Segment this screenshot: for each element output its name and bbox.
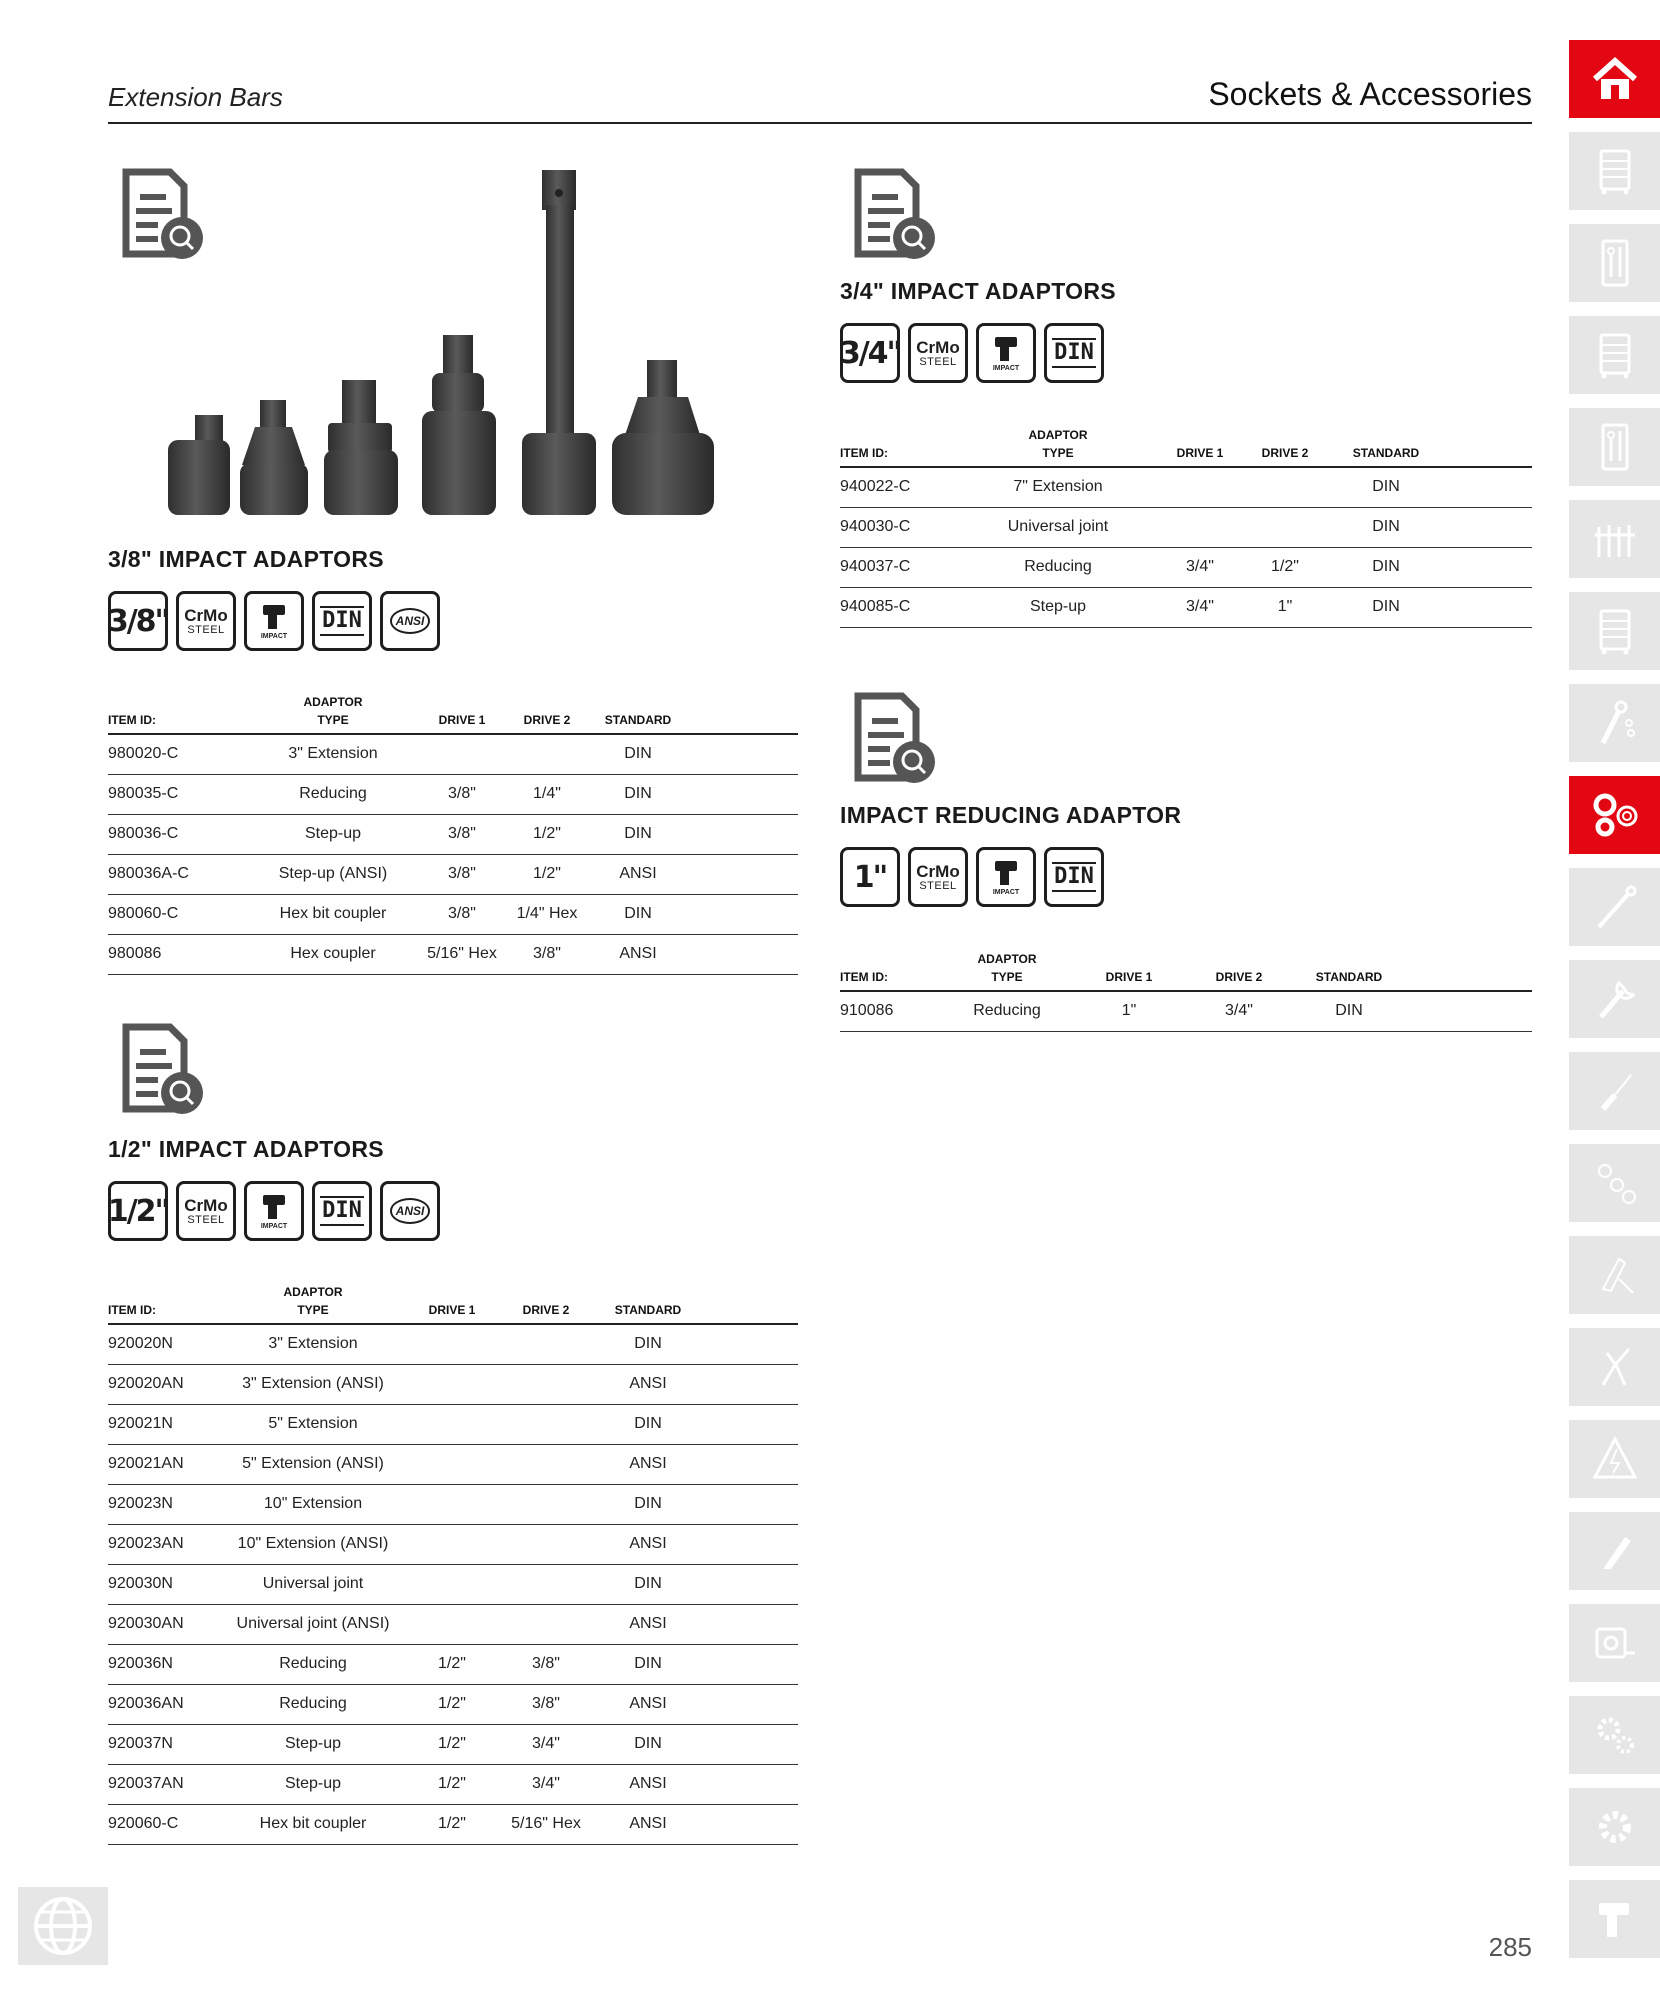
item-id-cell: 920030AN xyxy=(108,1604,218,1644)
type-cell: 5" Extension xyxy=(218,1404,408,1444)
table-row xyxy=(108,1564,798,1604)
standard-cell: DIN xyxy=(596,1724,700,1764)
table-row xyxy=(108,1644,798,1684)
type-cell: Hex bit coupler xyxy=(248,894,418,934)
impact-badge: IMPACT xyxy=(244,1181,304,1241)
type-cell: Reducing xyxy=(218,1684,408,1724)
table-row xyxy=(108,894,798,934)
home-icon xyxy=(1589,53,1641,105)
sockets-icon xyxy=(1589,789,1641,841)
drive-1-cell: 1/2" xyxy=(408,1804,496,1844)
sidebar-item-tool-cabinet[interactable] xyxy=(1569,316,1660,394)
sidebar-item-pliers[interactable] xyxy=(1569,1328,1660,1406)
type-cell: Step-up (ANSI) xyxy=(248,854,418,894)
standard-cell: ANSI xyxy=(596,1764,700,1804)
row-filler xyxy=(688,814,798,854)
section-title-1-inch: IMPACT REDUCING ADAPTOR xyxy=(840,802,1182,828)
table-row xyxy=(108,1804,798,1844)
size-badge: 1/2" xyxy=(108,1181,168,1241)
row-filler xyxy=(688,934,798,974)
type-cell: Step-up xyxy=(218,1764,408,1804)
crmo-steel-badge: CrMo STEEL xyxy=(908,847,968,907)
ansi-badge: ANSI xyxy=(380,1181,440,1241)
standard-cell: DIN xyxy=(596,1564,700,1604)
drive-1-cell: 3/8" xyxy=(418,854,506,894)
drive-2-cell: 3/8" xyxy=(496,1684,596,1724)
sidebar-item-torque-wrench[interactable] xyxy=(1569,868,1660,946)
table-row xyxy=(108,1324,798,1364)
tool-tray-icon xyxy=(1589,237,1641,289)
standard-cell: DIN xyxy=(596,1484,700,1524)
size-badge: 3/8" xyxy=(108,591,168,651)
sidebar-item-screwdriver[interactable] xyxy=(1569,1052,1660,1130)
type-cell: Reducing xyxy=(940,991,1074,1031)
type-cell: Step-up xyxy=(248,814,418,854)
drive-1-cell xyxy=(1156,467,1244,507)
catalog-search-icon[interactable] xyxy=(850,692,940,788)
drive-1-cell xyxy=(408,1484,496,1524)
item-id-cell: 920020N xyxy=(108,1324,218,1364)
sidebar-item-ratchet[interactable] xyxy=(1569,684,1660,762)
row-filler xyxy=(700,1524,798,1564)
drive-1-cell: 5/16" Hex xyxy=(418,934,506,974)
type-cell: Universal joint xyxy=(218,1564,408,1604)
drive-2-cell xyxy=(496,1404,596,1444)
header-divider xyxy=(108,122,1532,124)
item-id-cell: 980060-C xyxy=(108,894,248,934)
drive-1-cell: 1/2" xyxy=(408,1644,496,1684)
drive-2-cell: 1/2" xyxy=(506,814,588,854)
catalog-search-icon[interactable] xyxy=(118,1023,208,1119)
type-cell: 3" Extension xyxy=(248,734,418,774)
sidebar-item-home[interactable] xyxy=(1569,40,1660,118)
sidebar-item-tool-tray[interactable] xyxy=(1569,224,1660,302)
standard-cell: DIN xyxy=(1326,507,1446,547)
item-id-cell: 920037N xyxy=(108,1724,218,1764)
drive-2-cell: 3/8" xyxy=(496,1644,596,1684)
drive-1-cell: 1/2" xyxy=(408,1684,496,1724)
row-filler xyxy=(700,1724,798,1764)
page-title: Sockets & Accessories xyxy=(1208,76,1532,112)
item-id-cell: 940085-C xyxy=(840,587,960,627)
drive-1-cell xyxy=(408,1324,496,1364)
row-filler xyxy=(700,1644,798,1684)
row-filler xyxy=(688,854,798,894)
category-sidebar xyxy=(1569,40,1660,1972)
type-cell: Step-up xyxy=(960,587,1156,627)
spec-badges-1-inch xyxy=(840,847,1104,907)
table-row xyxy=(108,854,798,894)
settings-icon xyxy=(1589,1801,1641,1853)
drive-2-cell xyxy=(496,1324,596,1364)
table-row xyxy=(840,467,1532,507)
table-row xyxy=(108,1444,798,1484)
drive-1-cell: 3/8" xyxy=(418,774,506,814)
drive-2-cell xyxy=(496,1444,596,1484)
drive-2-cell: 3/4" xyxy=(496,1764,596,1804)
sidebar-item-measuring-tape[interactable] xyxy=(1569,1604,1660,1682)
drive-1-cell: 1" xyxy=(1074,991,1184,1031)
drive-1-cell xyxy=(408,1444,496,1484)
item-id-cell: 920037AN xyxy=(108,1764,218,1804)
item-id-cell: 920030N xyxy=(108,1564,218,1604)
table-row xyxy=(108,734,798,774)
table-row xyxy=(108,814,798,854)
row-filler xyxy=(700,1404,798,1444)
item-id-cell: 920020AN xyxy=(108,1364,218,1404)
drive-2-cell: 3/8" xyxy=(506,934,588,974)
table-row xyxy=(108,774,798,814)
type-cell: 10" Extension (ANSI) xyxy=(218,1524,408,1564)
standard-cell: ANSI xyxy=(596,1524,700,1564)
tool-cabinet-icon xyxy=(1589,329,1641,381)
table-row xyxy=(108,1484,798,1524)
spec-badges-3-8 xyxy=(108,591,440,651)
impact-badge: IMPACT xyxy=(244,591,304,651)
type-cell: 7" Extension xyxy=(960,467,1156,507)
drive-1-cell: 3/8" xyxy=(418,814,506,854)
table-row xyxy=(108,1404,798,1444)
ratchet-icon xyxy=(1589,697,1641,749)
sidebar-item-bits[interactable] xyxy=(1569,1144,1660,1222)
table-row xyxy=(108,1604,798,1644)
row-filler xyxy=(700,1364,798,1404)
screwdriver-icon xyxy=(1589,1065,1641,1117)
drive-2-cell: 1/4" Hex xyxy=(506,894,588,934)
bits-icon xyxy=(1589,1157,1641,1209)
type-cell: Universal joint (ANSI) xyxy=(218,1604,408,1644)
row-filler xyxy=(1446,587,1532,627)
row-filler xyxy=(688,774,798,814)
impact-badge: IMPACT xyxy=(976,847,1036,907)
drive-1-cell xyxy=(408,1524,496,1564)
item-id-cell: 980036-C xyxy=(108,814,248,854)
drive-2-cell xyxy=(496,1364,596,1404)
section-title-3-4: 3/4" IMPACT ADAPTORS xyxy=(840,278,1116,304)
type-cell: Hex bit coupler xyxy=(218,1804,408,1844)
standard-cell: DIN xyxy=(588,734,688,774)
standard-cell: DIN xyxy=(596,1644,700,1684)
drive-2-cell xyxy=(496,1564,596,1604)
table-row xyxy=(840,991,1532,1031)
item-id-cell: 940037-C xyxy=(840,547,960,587)
table-row xyxy=(840,507,1532,547)
size-badge: 1" xyxy=(840,847,900,907)
sidebar-item-tool-cabinet[interactable] xyxy=(1569,132,1660,210)
power-tool-icon xyxy=(1589,1893,1641,1945)
row-filler xyxy=(688,894,798,934)
standard-cell: ANSI xyxy=(596,1364,700,1404)
item-id-cell: 920021AN xyxy=(108,1444,218,1484)
row-filler xyxy=(700,1764,798,1804)
table-3-8: ITEM ID: ADAPTOR TYPE DRIVE 1 DRIVE 2 STANDARD 980020-C 3" Extension DIN 980035-C Reducing 3/8" 1/4" DIN 980036-C Step-up 3/8" 1/2" DIN 980036A-C Step-up (ANSI) 3/8" 1/2" ANSI 980060-C Hex bit coupler 3/8" 1/4" Hex DIN 980086 Hex coupler 5/16" Hex 3/8" ANSI xyxy=(108,693,798,975)
sidebar-item-tool-tray[interactable] xyxy=(1569,408,1660,486)
tool-cabinet-icon xyxy=(1589,605,1641,657)
impact-gun-icon xyxy=(991,859,1021,887)
type-cell: Reducing xyxy=(960,547,1156,587)
item-id-cell: 980035-C xyxy=(108,774,248,814)
row-filler xyxy=(1404,991,1532,1031)
row-filler xyxy=(700,1804,798,1844)
table-row xyxy=(108,1524,798,1564)
drive-2-cell xyxy=(496,1484,596,1524)
section-title-1-2: 1/2" IMPACT ADAPTORS xyxy=(108,1136,384,1162)
electrical-icon xyxy=(1589,1433,1641,1485)
standard-cell: ANSI xyxy=(596,1804,700,1844)
globe-button[interactable] xyxy=(18,1887,108,1965)
table-1-2: ITEM ID: ADAPTOR TYPE DRIVE 1 DRIVE 2 STANDARD 920020N 3" Extension DIN 920020AN 3" Extension (ANSI) ANSI 920021N 5" Extension DIN 920021AN 5" Extension (ANSI) ANSI 920023N 10" Extension DIN 920023AN 10" Extension (ANSI) ANSI 920030N Universal joint DIN 920030AN Universal joint (ANSI) ANSI 920036N Reducing 1/2" 3/8" DIN 920036AN Reducing 1/2" 3/8" ANSI 920037N Step-up 1/2" 3/4" DIN 920037AN Step-up 1/2" 3/4" ANSI 920060-C Hex bit coupler 1/2" 5/16" Hex ANSI xyxy=(108,1283,798,1845)
sidebar-item-hex-keys[interactable] xyxy=(1569,1236,1660,1314)
drive-2-cell: 1/4" xyxy=(506,774,588,814)
row-filler xyxy=(1446,547,1532,587)
type-cell: Universal joint xyxy=(960,507,1156,547)
row-filler xyxy=(700,1604,798,1644)
item-id-cell: 980036A-C xyxy=(108,854,248,894)
item-id-cell: 980020-C xyxy=(108,734,248,774)
sidebar-item-knife[interactable] xyxy=(1569,1512,1660,1590)
section-subtitle: Extension Bars xyxy=(108,82,283,112)
drive-2-cell: 5/16" Hex xyxy=(496,1804,596,1844)
drive-2-cell xyxy=(506,734,588,774)
standard-cell: DIN xyxy=(588,894,688,934)
item-id-cell: 920060-C xyxy=(108,1804,218,1844)
drive-2-cell: 1" xyxy=(1244,587,1326,627)
drive-1-cell xyxy=(1156,507,1244,547)
type-cell: Hex coupler xyxy=(248,934,418,974)
drive-2-cell xyxy=(1244,507,1326,547)
crmo-steel-badge: CrMo STEEL xyxy=(908,323,968,383)
sidebar-item-power-tool[interactable] xyxy=(1569,1880,1660,1958)
drive-1-cell: 3/4" xyxy=(1156,547,1244,587)
row-filler xyxy=(1446,507,1532,547)
drive-1-cell: 3/8" xyxy=(418,894,506,934)
drive-2-cell xyxy=(1244,467,1326,507)
knife-icon xyxy=(1589,1525,1641,1577)
item-id-cell: 940022-C xyxy=(840,467,960,507)
sidebar-item-tool-set[interactable] xyxy=(1569,500,1660,578)
standard-cell: DIN xyxy=(588,774,688,814)
table-row xyxy=(108,1684,798,1724)
impact-gun-icon xyxy=(991,335,1021,363)
section-title-3-8: 3/8" IMPACT ADAPTORS xyxy=(108,546,384,572)
measuring-tape-icon xyxy=(1589,1617,1641,1669)
drive-1-cell xyxy=(408,1604,496,1644)
drive-2-cell xyxy=(496,1604,596,1644)
type-cell: 3" Extension (ANSI) xyxy=(218,1364,408,1404)
drive-1-cell: 1/2" xyxy=(408,1764,496,1804)
standard-cell: DIN xyxy=(588,814,688,854)
product-photo xyxy=(160,165,730,520)
table-row xyxy=(108,934,798,974)
drive-2-cell: 3/4" xyxy=(1184,991,1294,1031)
ansi-badge: ANSI xyxy=(380,591,440,651)
row-filler xyxy=(1446,467,1532,507)
standard-cell: ANSI xyxy=(588,854,688,894)
table-1-inch: ITEM ID: ADAPTOR TYPE DRIVE 1 DRIVE 2 STANDARD 910086 Reducing 1" 3/4" DIN xyxy=(840,950,1532,1032)
drive-2-cell xyxy=(496,1524,596,1564)
crmo-steel-badge: CrMo STEEL xyxy=(176,591,236,651)
gears-icon xyxy=(1589,1709,1641,1761)
standard-cell: DIN xyxy=(1294,991,1404,1031)
impact-gun-icon xyxy=(259,603,289,631)
din-badge: DIN xyxy=(1044,323,1104,383)
drive-2-cell: 3/4" xyxy=(496,1724,596,1764)
row-filler xyxy=(700,1444,798,1484)
table-row xyxy=(108,1364,798,1404)
impact-badge: IMPACT xyxy=(976,323,1036,383)
sidebar-item-electrical[interactable] xyxy=(1569,1420,1660,1498)
standard-cell: ANSI xyxy=(596,1604,700,1644)
tool-cabinet-icon xyxy=(1589,145,1641,197)
type-cell: 5" Extension (ANSI) xyxy=(218,1444,408,1484)
sidebar-item-settings[interactable] xyxy=(1569,1788,1660,1866)
drive-1-cell xyxy=(408,1564,496,1604)
row-filler xyxy=(700,1684,798,1724)
drive-1-cell xyxy=(418,734,506,774)
impact-gun-icon xyxy=(259,1193,289,1221)
standard-cell: ANSI xyxy=(596,1444,700,1484)
standard-cell: DIN xyxy=(1326,547,1446,587)
type-cell: Reducing xyxy=(248,774,418,814)
item-id-cell: 920036AN xyxy=(108,1684,218,1724)
hex-keys-icon xyxy=(1589,1249,1641,1301)
drive-1-cell: 1/2" xyxy=(408,1724,496,1764)
type-cell: Reducing xyxy=(218,1644,408,1684)
sidebar-item-wrench[interactable] xyxy=(1569,960,1660,1038)
globe-icon xyxy=(32,1895,94,1957)
wrench-icon xyxy=(1589,973,1641,1025)
din-badge: DIN xyxy=(312,1181,372,1241)
standard-cell: DIN xyxy=(1326,467,1446,507)
sidebar-item-tool-cabinet[interactable] xyxy=(1569,592,1660,670)
drive-1-cell: 3/4" xyxy=(1156,587,1244,627)
table-row xyxy=(840,587,1532,627)
standard-cell: DIN xyxy=(1326,587,1446,627)
item-id-cell: 920023N xyxy=(108,1484,218,1524)
drive-2-cell: 1/2" xyxy=(1244,547,1326,587)
din-badge: DIN xyxy=(312,591,372,651)
din-badge: DIN xyxy=(1044,847,1104,907)
item-id-cell: 910086 xyxy=(840,991,940,1031)
standard-cell: DIN xyxy=(596,1324,700,1364)
row-filler xyxy=(688,734,798,774)
type-cell: 10" Extension xyxy=(218,1484,408,1524)
item-id-cell: 920036N xyxy=(108,1644,218,1684)
type-cell: 3" Extension xyxy=(218,1324,408,1364)
page-number: 285 xyxy=(1488,1932,1532,1962)
item-id-cell: 940030-C xyxy=(840,507,960,547)
sidebar-item-sockets[interactable] xyxy=(1569,776,1660,854)
spec-badges-1-2 xyxy=(108,1181,440,1241)
drive-1-cell xyxy=(408,1404,496,1444)
row-filler xyxy=(700,1324,798,1364)
crmo-steel-badge: CrMo STEEL xyxy=(176,1181,236,1241)
torque-wrench-icon xyxy=(1589,881,1641,933)
item-id-cell: 920021N xyxy=(108,1404,218,1444)
tool-set-icon xyxy=(1589,513,1641,565)
standard-cell: ANSI xyxy=(588,934,688,974)
table-row xyxy=(840,547,1532,587)
drive-1-cell xyxy=(408,1364,496,1404)
standard-cell: ANSI xyxy=(596,1684,700,1724)
drive-2-cell: 1/2" xyxy=(506,854,588,894)
table-row xyxy=(108,1724,798,1764)
spec-badges-3-4 xyxy=(840,323,1104,383)
table-3-4: ITEM ID: ADAPTOR TYPE DRIVE 1 DRIVE 2 STANDARD 940022-C 7" Extension DIN 940030-C Universal joint DIN 940037-C Reducing 3/4" 1/2" DIN 940085-C Step-up 3/4" 1" DIN xyxy=(840,426,1532,628)
sidebar-item-gears[interactable] xyxy=(1569,1696,1660,1774)
pliers-icon xyxy=(1589,1341,1641,1393)
item-id-cell: 920023AN xyxy=(108,1524,218,1564)
catalog-search-icon[interactable] xyxy=(850,168,940,264)
table-row xyxy=(108,1764,798,1804)
type-cell: Step-up xyxy=(218,1724,408,1764)
row-filler xyxy=(700,1484,798,1524)
row-filler xyxy=(700,1564,798,1604)
size-badge: 3/4" xyxy=(840,323,900,383)
standard-cell: DIN xyxy=(596,1404,700,1444)
item-id-cell: 980086 xyxy=(108,934,248,974)
tool-tray-icon xyxy=(1589,421,1641,473)
